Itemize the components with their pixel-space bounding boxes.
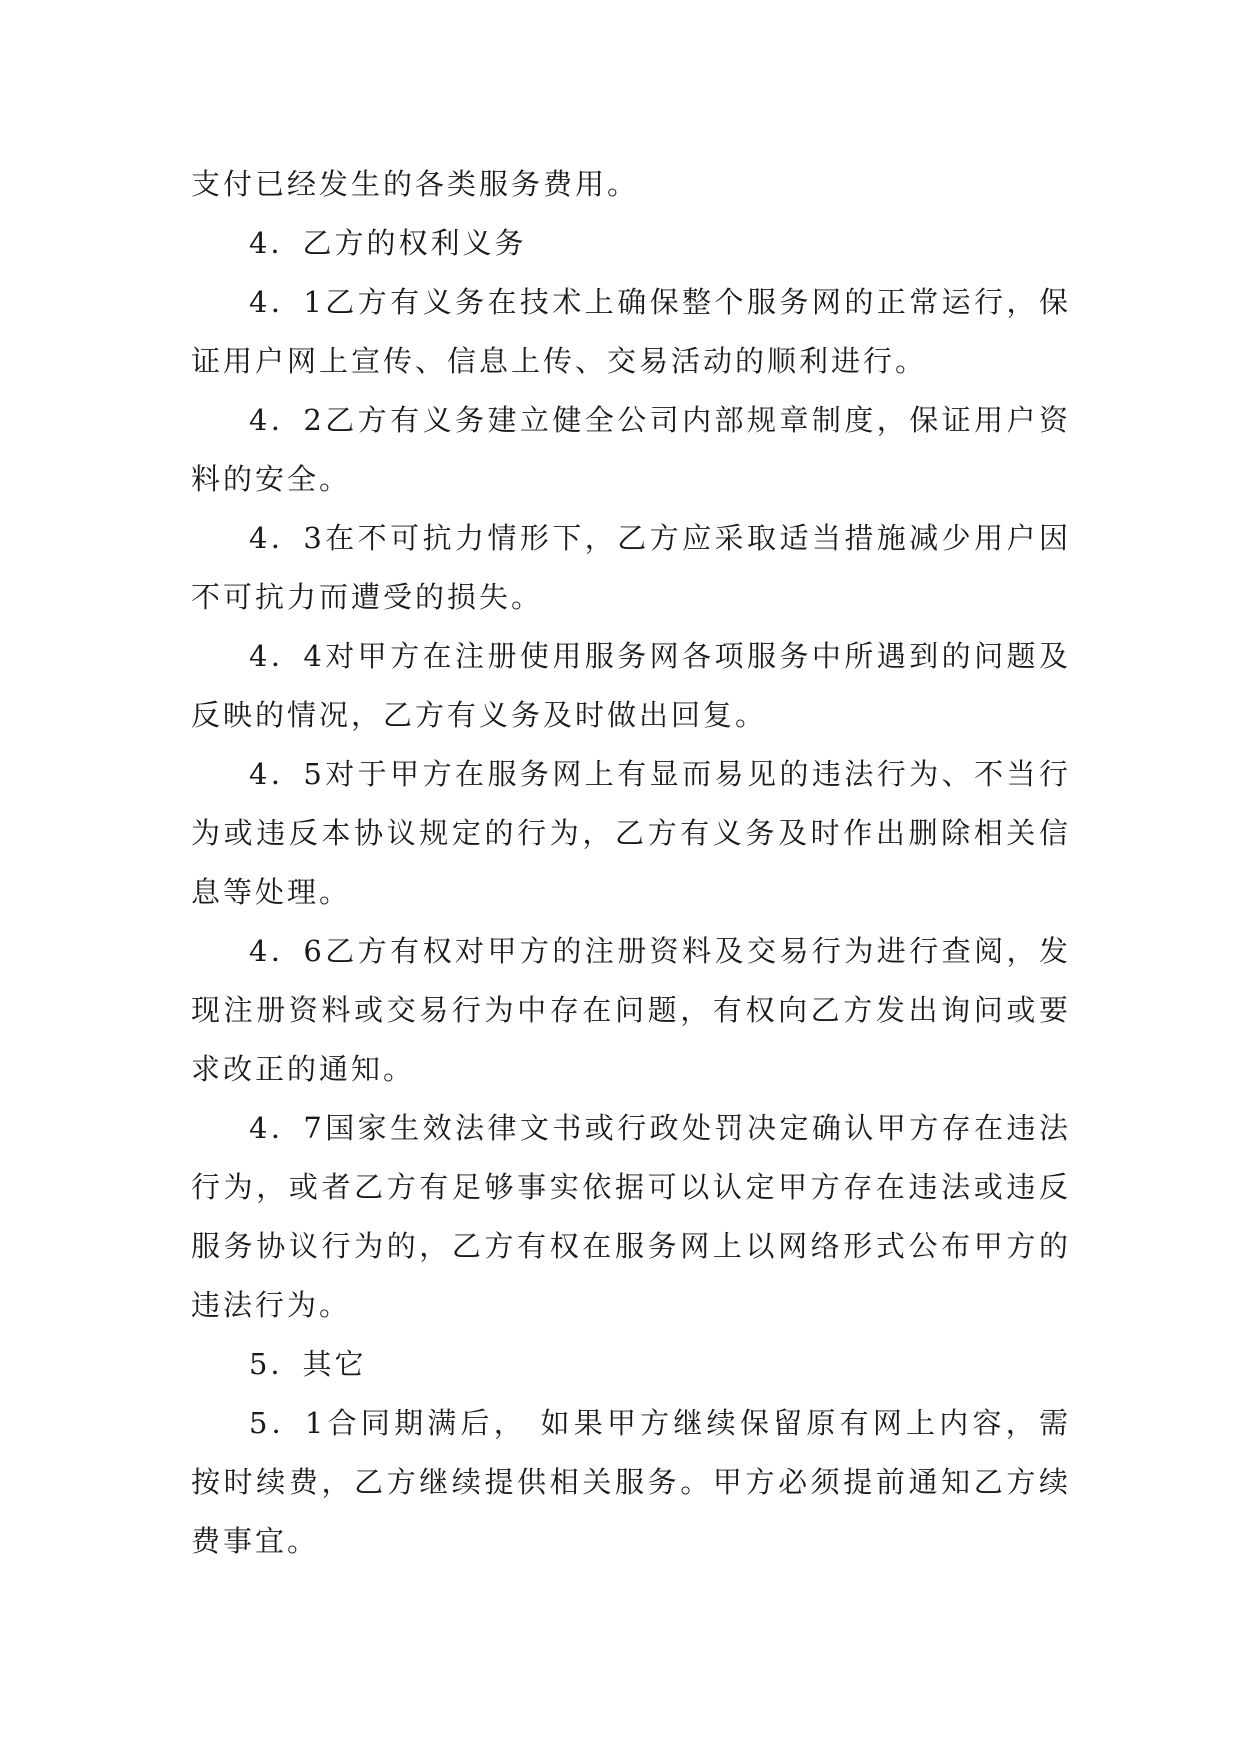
clause-4-4: 4．4对甲方在注册使用服务网各项服务中所遇到的问题及反映的情况，乙方有义务及时做出回复。 <box>191 639 1071 732</box>
clause-4-2: 4．2乙方有义务建立健全公司内部规章制度，保证用户资料的安全。 <box>191 403 1071 496</box>
clause-5-1: 5．1合同期满后， 如果甲方继续保留原有网上内容，需按时续费，乙方继续提供相关服务。甲方必须提前通知乙方续费事宜。 <box>191 1406 1071 1558</box>
document-body <box>191 155 1071 1571</box>
clause-4-5: 4．5对于甲方在服务网上有显而易见的违法行为、不当行为或违反本协议规定的行为，乙方有义务及时作出删除相关信息等处理。 <box>191 757 1071 909</box>
paragraph-continuation: 支付已经发生的各类服务费用。 <box>191 167 640 201</box>
clause-4-1: 4．1乙方有义务在技术上确保整个服务网的正常运行，保证用户网上宣传、信息上传、交易活动的顺利进行。 <box>191 285 1071 378</box>
clause-4-3: 4．3在不可抗力情形下，乙方应采取适当措施减少用户因不可抗力而遭受的损失。 <box>191 521 1071 614</box>
clause-4-6: 4．6乙方有权对甲方的注册资料及交易行为进行查阅，发现注册资料或交易行为中存在问题，有权向乙方发出询问或要求改正的通知。 <box>191 934 1071 1086</box>
clause-4-7: 4．7国家生效法律文书或行政处罚决定确认甲方存在违法行为，或者乙方有足够事实依据可以认定甲方存在违法或违反服务协议行为的，乙方有权在服务网上以网络形式公布甲方的违法行为。 <box>191 1111 1071 1322</box>
section-heading-5: 5．其它 <box>249 1347 367 1381</box>
section-heading-4: 4．乙方的权利义务 <box>249 226 527 260</box>
